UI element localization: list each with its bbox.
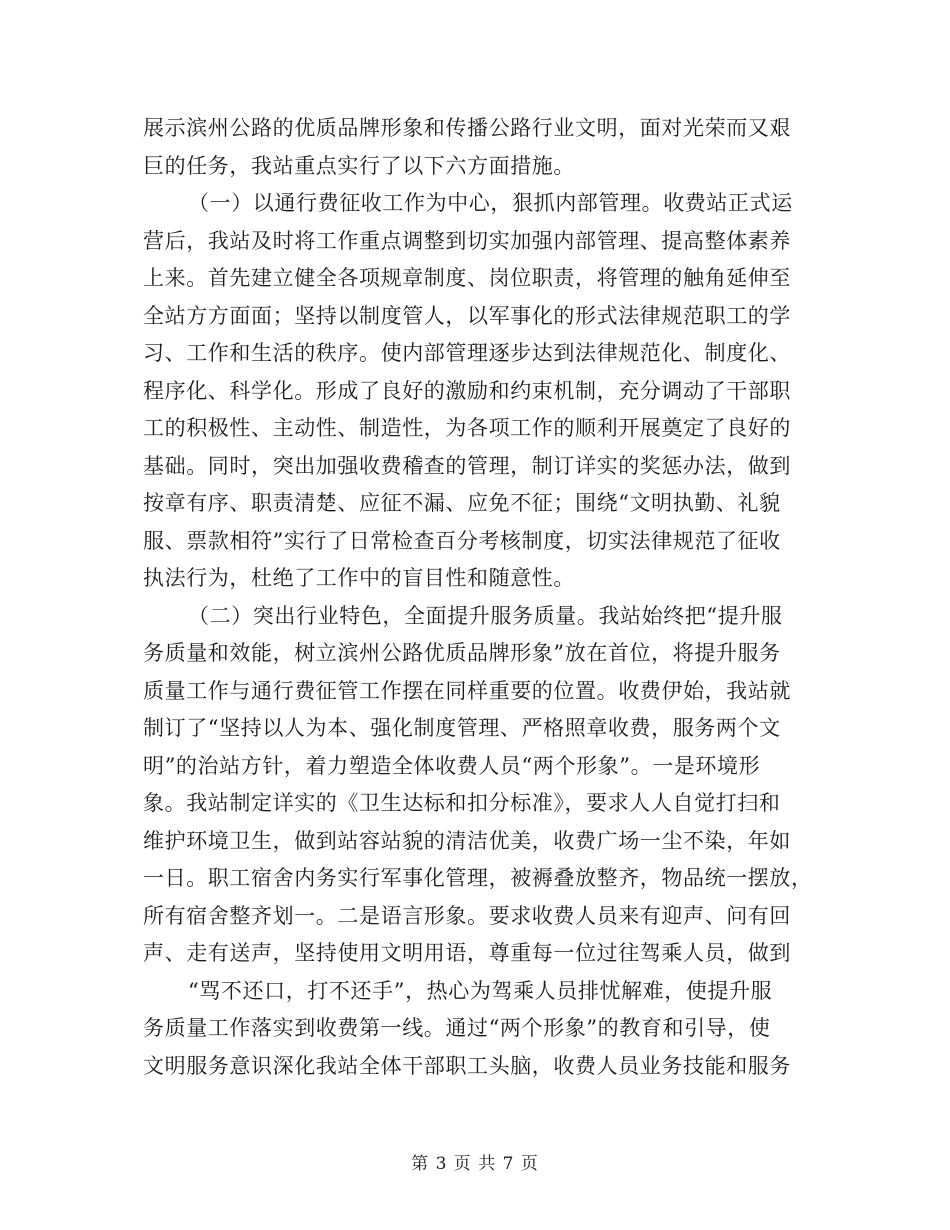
paragraph-line: 明”的治站方针，着力塑造全体收费人员“两个形象”。一是环境形 (143, 754, 761, 778)
paragraph-line: （一）以通行费征收工作为中心，狠抓内部管理。收费站正式运 (188, 191, 793, 215)
paragraph-line: 一日。职工宿舍内务实行军事化管理，被褥叠放整齐，物品统一摆放， (143, 866, 813, 890)
paragraph-line: 基础。同时，突出加强收费稽查的管理，制订详实的奖惩办法，做到 (143, 454, 791, 478)
paragraph-line: 务质量和效能，树立滨州公路优质品牌形象”放在首位，将提升服务 (143, 641, 781, 665)
paragraph-line: 巨的任务，我站重点实行了以下六方面措施。 (143, 154, 575, 178)
paragraph-line: 服、票款相符”实行了日常检查百分考核制度，切实法律规范了征收 (143, 529, 781, 553)
paragraph-line: 执法行为，杜绝了工作中的盲目性和随意性。 (143, 566, 575, 590)
paragraph-line: 务质量工作落实到收费第一线。通过“两个形象”的教育和引导，使 (143, 1016, 771, 1040)
paragraph-line: 按章有序、职责清楚、应征不漏、应免不征；围绕“文明执勤、礼貌 (143, 491, 781, 515)
paragraph-line: 习、工作和生活的秩序。使内部管理逐步达到法律规范化、制度化、 (143, 341, 791, 365)
paragraph-line: 维护环境卫生，做到站容站貌的清洁优美，收费广场一尘不染，年如 (143, 829, 791, 853)
paragraph-line: 文明服务意识深化我站全体干部职工头脑，收费人员业务技能和服务 (143, 1054, 791, 1078)
paragraph-line: （二）突出行业特色，全面提升服务质量。我站始终把“提升服 (188, 604, 783, 628)
paragraph-line: “骂不还口，打不还手”，热心为驾乘人员排忧解难，使提升服 (188, 979, 773, 1003)
paragraph-line: 所有宿舍整齐划一。二是语言形象。要求收费人员来有迎声、问有回 (143, 904, 791, 928)
paragraph-line: 营后，我站及时将工作重点调整到切实加强内部管理、提高整体素养 (143, 229, 791, 253)
paragraph-line: 全站方方面面；坚持以制度管人，以军事化的形式法律规范职工的学 (143, 304, 791, 328)
page-number-footer: 第 3 页 共 7 页 (411, 1154, 539, 1174)
paragraph-line: 程序化、科学化。形成了良好的激励和约束机制，充分调动了干部职 (143, 379, 791, 403)
paragraph-line: 象。我站制定详实的《卫生达标和扣分标准》，要求人人自觉打扫和 (143, 791, 781, 815)
paragraph-line: 制订了“坚持以人为本、强化制度管理、严格照章收费，服务两个文 (143, 716, 781, 740)
paragraph-line: 声、走有送声，坚持使用文明用语，尊重每一位过往驾乘人员，做到 (143, 941, 791, 965)
paragraph-line: 上来。首先建立健全各项规章制度、岗位职责，将管理的触角延伸至 (143, 266, 791, 290)
paragraph-line: 质量工作与通行费征管工作摆在同样重要的位置。收费伊始，我站就 (143, 679, 791, 703)
paragraph-line: 展示滨州公路的优质品牌形象和传播公路行业文明，面对光荣而又艰 (143, 116, 791, 140)
paragraph-line: 工的积极性、主动性、制造性，为各项工作的顺利开展奠定了良好的 (143, 416, 791, 440)
